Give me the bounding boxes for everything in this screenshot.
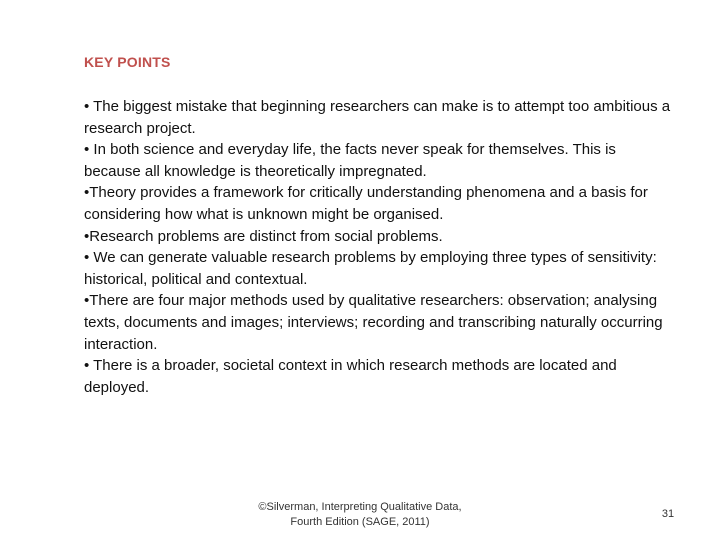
- footer-credit-line-2: Fourth Edition (SAGE, 2011): [290, 516, 430, 528]
- slide-heading: KEY POINTS: [84, 54, 171, 70]
- key-point-2: • In both science and everyday life, the facts never speak for themselves. This is because all knowledge is theoretically impregnated.: [84, 141, 616, 180]
- key-point-6: •There are four major methods used by qualitative researchers: observation; analysing texts, documents and images; interviews; recording and transcribing naturally occurring interaction.: [84, 292, 663, 353]
- key-point-1: • The biggest mistake that beginning researchers can make is to attempt too ambitious a research project.: [84, 98, 671, 137]
- key-point-3: •Theory provides a framework for critically understanding phenomena and a basis for considering how what is unknown might be organised.: [84, 184, 648, 223]
- key-point-5: • We can generate valuable research problems by employing three types of sensitivity: historical, political and contextual.: [84, 249, 657, 288]
- key-point-4: •Research problems are distinct from social problems.: [84, 227, 443, 245]
- footer-credit: [230, 500, 490, 530]
- key-points-list: [84, 96, 674, 398]
- page-number: 31: [661, 508, 675, 520]
- key-point-7: • There is a broader, societal context in which research methods are located and deployed.: [84, 357, 617, 396]
- footer-credit-line-1: ©Silverman, Interpreting Qualitative Data,: [258, 501, 462, 513]
